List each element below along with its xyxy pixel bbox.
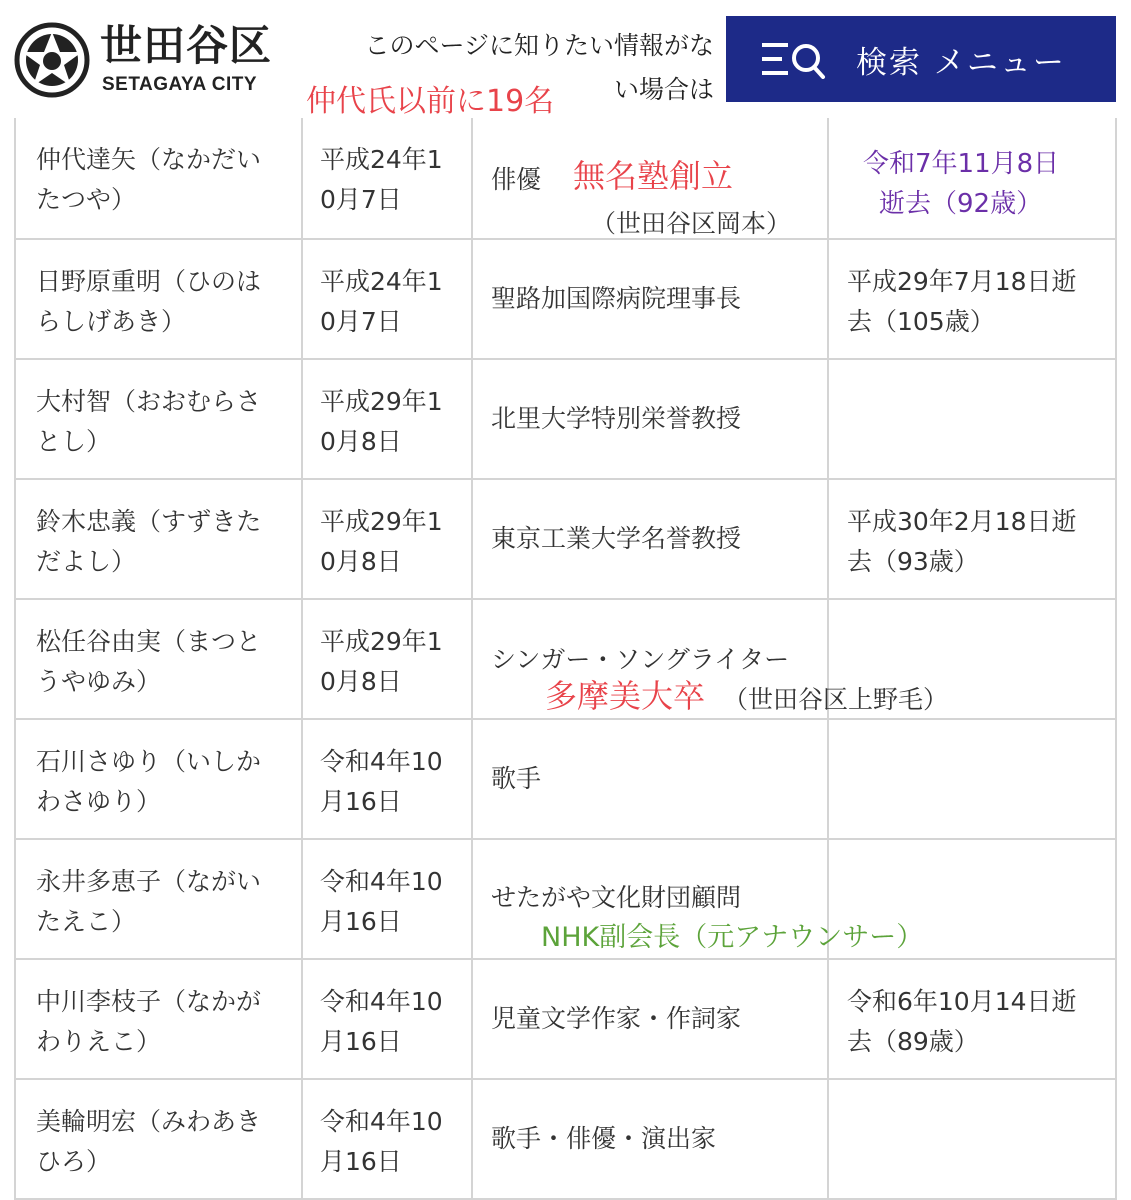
name-cell xyxy=(14,840,303,958)
date-line: 令和4年10 xyxy=(320,1107,443,1136)
date-line: 0月8日 xyxy=(320,667,402,696)
annotation-death-line: 令和7年11月8日 xyxy=(863,149,1060,179)
table-row xyxy=(14,240,1117,360)
note-line: 去（105歳） xyxy=(847,307,995,336)
date-line: 月16日 xyxy=(320,907,402,936)
date-cell xyxy=(303,960,473,1078)
note-cell xyxy=(829,360,1117,478)
role-text: 東京工業大学名誉教授 xyxy=(491,524,742,553)
name-line: らしげあき） xyxy=(36,307,187,336)
search-menu-icon xyxy=(760,39,826,79)
role-cell xyxy=(473,960,829,1078)
name-cell xyxy=(14,118,303,238)
notice-line-2: い場合は xyxy=(613,75,714,104)
annotation-address: （世田谷区上野毛） xyxy=(723,685,949,714)
date-cell xyxy=(303,480,473,598)
date-line: 0月7日 xyxy=(320,185,402,214)
role-text: シンガー・ソングライター xyxy=(491,645,790,674)
role-cell xyxy=(473,720,829,838)
name-line: ひろ） xyxy=(36,1147,112,1176)
name-line: 大村智（おおむらさ xyxy=(36,387,262,416)
role-cell xyxy=(473,480,829,598)
role-text: せたがや文化財団顧問 xyxy=(491,883,742,912)
date-line: 月16日 xyxy=(320,787,402,816)
date-line: 0月7日 xyxy=(320,307,402,336)
name-line: わりえこ） xyxy=(36,1027,162,1056)
name-line: うやゆみ） xyxy=(36,667,162,696)
note-cell xyxy=(829,1080,1117,1198)
name-line: だよし） xyxy=(36,547,137,576)
date-line: 月16日 xyxy=(320,1027,402,1056)
role-cell xyxy=(473,360,829,478)
name-line: 美輪明宏（みわあき xyxy=(36,1107,262,1136)
name-line: たつや） xyxy=(36,185,137,214)
name-cell xyxy=(14,720,303,838)
name-line: たえこ） xyxy=(36,907,137,936)
handwritten-annotation-count: 仲代氏以前に19名 xyxy=(306,84,555,119)
role-cell xyxy=(473,118,829,238)
name-cell xyxy=(14,480,303,598)
table-row xyxy=(14,960,1117,1080)
notice-line-1: このページに知りたい情報がな xyxy=(364,31,714,60)
table-row xyxy=(14,1080,1117,1200)
date-line: 0月8日 xyxy=(320,427,402,456)
annotation-address: （世田谷区岡本） xyxy=(591,209,792,238)
name-line: 永井多恵子（ながい xyxy=(36,867,262,896)
name-cell xyxy=(14,960,303,1078)
name-line: 松任谷由実（まつと xyxy=(36,627,262,656)
date-line: 平成29年1 xyxy=(320,627,443,656)
date-cell xyxy=(303,600,473,718)
logo-title[interactable]: 世田谷区 xyxy=(100,21,273,70)
date-cell xyxy=(303,360,473,478)
role-text: 俳優 xyxy=(491,165,542,194)
role-cell xyxy=(473,240,829,358)
note-cell xyxy=(829,240,1117,358)
name-line: 石川さゆり（いしか xyxy=(36,747,262,776)
table-row xyxy=(14,720,1117,840)
annotation-school: 多摩美大卒 xyxy=(545,677,706,715)
date-line: 0月8日 xyxy=(320,547,402,576)
annotation-juku: 無名塾創立 xyxy=(573,157,734,195)
honorary-citizens-table xyxy=(14,118,1117,1200)
search-menu-button[interactable] xyxy=(726,16,1116,102)
annotation-death-line: 逝去（92歳） xyxy=(879,189,1043,219)
role-cell xyxy=(473,600,949,718)
table-row xyxy=(14,360,1117,480)
date-cell xyxy=(303,240,473,358)
date-line: 月16日 xyxy=(320,1147,402,1176)
site-header xyxy=(0,0,1131,118)
note-line: 平成30年2月18日逝 xyxy=(847,507,1077,536)
date-cell xyxy=(303,118,473,238)
role-text: 北里大学特別栄誉教授 xyxy=(491,404,742,433)
role-text: 児童文学作家・作詞家 xyxy=(491,1004,742,1033)
note-cell xyxy=(829,480,1117,598)
note-line: 平成29年7月18日逝 xyxy=(847,267,1077,296)
date-line: 平成24年1 xyxy=(320,267,443,296)
name-cell xyxy=(14,360,303,478)
table-row xyxy=(14,118,1117,240)
role-text: 歌手・俳優・演出家 xyxy=(491,1124,717,1153)
name-line: 日野原重明（ひのは xyxy=(36,267,262,296)
name-cell xyxy=(14,600,303,718)
logo-subtitle[interactable]: SETAGAYA CITY xyxy=(102,74,258,95)
date-cell xyxy=(303,720,473,838)
note-line: 去（89歳） xyxy=(847,1027,979,1056)
table-row xyxy=(14,840,1117,960)
note-cell xyxy=(829,720,1117,838)
name-line: わさゆり） xyxy=(36,787,162,816)
name-line: 中川李枝子（なかが xyxy=(36,987,262,1016)
date-line: 平成24年1 xyxy=(320,145,443,174)
date-line: 令和4年10 xyxy=(320,987,443,1016)
annotation-career: NHK副会長（元アナウンサー） xyxy=(541,922,924,953)
name-line: 鈴木忠義（すずきた xyxy=(36,507,262,536)
name-line: とし） xyxy=(36,427,112,456)
date-line: 平成29年1 xyxy=(320,507,443,536)
name-line: 仲代達矢（なかだい xyxy=(36,145,262,174)
role-cell xyxy=(473,1080,829,1198)
date-cell xyxy=(303,1080,473,1198)
note-cell xyxy=(829,960,1117,1078)
setagaya-emblem-icon[interactable] xyxy=(14,22,90,98)
note-cell xyxy=(829,118,1117,238)
search-menu-label: 検索 メニュー xyxy=(856,44,1066,81)
name-cell xyxy=(14,240,303,358)
date-line: 令和4年10 xyxy=(320,867,443,896)
date-line: 令和4年10 xyxy=(320,747,443,776)
table-row xyxy=(14,480,1117,600)
role-cell xyxy=(473,840,924,958)
date-line: 平成29年1 xyxy=(320,387,443,416)
name-cell xyxy=(14,1080,303,1198)
role-text: 歌手 xyxy=(491,764,542,793)
note-line: 去（93歳） xyxy=(847,547,979,576)
role-text: 聖路加国際病院理事長 xyxy=(491,284,742,313)
note-line: 令和6年10月14日逝 xyxy=(847,987,1077,1016)
table-row xyxy=(14,600,1117,720)
date-cell xyxy=(303,840,473,958)
